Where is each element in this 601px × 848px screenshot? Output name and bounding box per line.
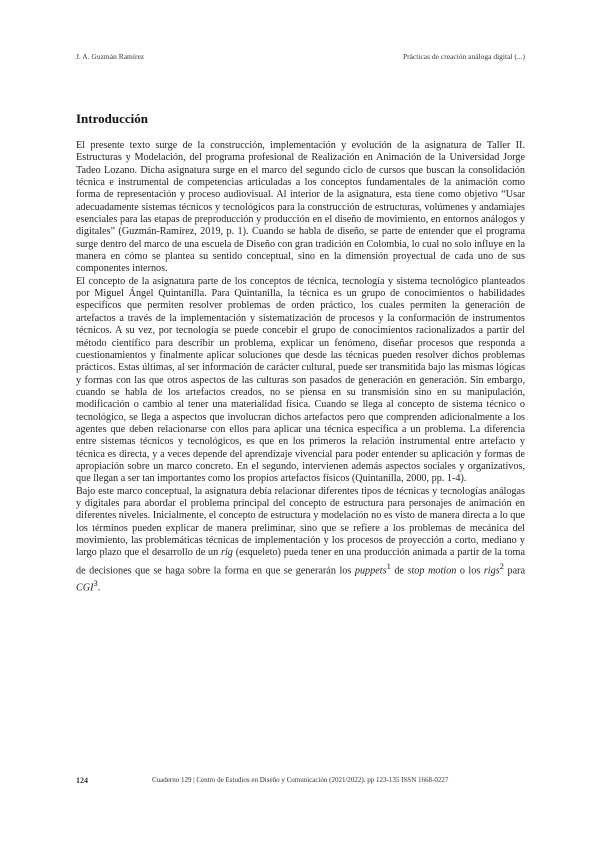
term-cgi: CGI [76,582,94,594]
term-puppets: puppets [354,565,387,577]
term-stop-motion: stop motion [407,565,457,577]
paragraph-3-text: de [390,565,408,577]
page-number: 124 [76,776,88,785]
header-author: J. A. Guzmán Ramírez [76,52,145,61]
paragraph-2-text: El concepto de la asignatura parte de los conceptos de técnica, tecnología y sistema tecnológico planteados por Miguel Ángel Quintanilla. Para Quintanilla, la técnica es un grupo de conocimientos o habilidades específicos que permiten resolver problemas de orden práctico, los cuales permiten la generación de artefactos a través de la implementación y sistematización de procesos y la conformación de instrumentos técnicos. A su vez, por tecnología se puede concebir el grupo de conocimientos racionalizados a partir del método científico para describir un problema, explicar un fenómeno, diseñar procesos que responda a cuestionamientos y finalmente aplicar soluciones que desde las técnicas pueden resolver dichos problemas prácticos. Estas últimas, al ser información de carácter cultural, puede ser transmitida bajo las mismas lógicas y formas con las que otros aspectos de las culturas son pasados de generación en generación. Sin embargo, cuando se habla de los artefactos creados, no se piensa en su transmisión sino en su manipulación, modificación o cambio al tener una materialidad física. Cuando se llega al concepto de sistema técnico o tecnológico, se llega a aspectos que involucran dichos artefactos pero que comprenden adicionalmente a los agentes que deben relacionarse con ellos para aplicar una técnica específica a un problema. La diferencia entre sistemas técnicos y tecnológicos, es que en los primeros la relación instrumental entre artefacto y técnica es directa, y a veces depende del aprendizaje vivencial para poder entender su aplicación y formas de apropiación sobre un marco concreto. En el segundo, intervienen además aspectos sociales y organizativos, que llegan a ser tan importantes como los propios artefactos físicos (Quintanilla, 2000, pp. 1-4). [76,275,525,485]
body-text [76,140,525,595]
footnote-ref-1[interactable]: 1 [386,560,391,571]
paragraph-1 [76,140,525,276]
section-title: Introducción [76,111,148,126]
paragraph-3 [76,486,525,596]
paragraph-3-text: Bajo este marco conceptual, la asignatura debía relacionar diferentes tipos de técnicas y tecnologías análogas y digitales para abordar el problema principal del concepto de estructura para personajes de animación en diferentes niveles. Inicialmente, el concepto de estructura y modelación no es visto de manera directa a lo que los términos pueden explicar de manera preliminar, sino que se refiere a los problemas de mecánica del movimiento, las problemáticas técnicas de implementación y los procesos de proyección a corto, mediano y largo plazo que el desarrollo de un [76,485,525,559]
paragraph-3-text: para [503,565,526,577]
footer-publication-info: Cuaderno 129 | Centro de Estudios en Diseño y Comunicación (2021/2022). pp 123-135 ISSN 1668-0227 [152,776,449,784]
footnote-ref-3[interactable]: 3 [93,578,98,589]
paragraph-1-text: El presente texto surge de la construcción, implementación y evolución de la asignatura de Taller II. Estructuras y Modelación, del programa profesional de Realización en Animación de la Universidad Jorge Tadeo Lozano. Dicha asignatura surge en el marco del segundo ciclo de cursos que buscan la consolidación técnica e instrumental de competencias articuladas a los conceptos fundamentales de la animación como forma de representación y proceso audiovisual. Al interior de la asignatura, esta tiene como objetivo “Usar adecuadamente sistemas técnicos y tecnológicos para la construcción de estructuras, volúmenes y andamiajes esenciales para las etapas de preproducción y producción en el diseño de movimiento, en entornos análogos y digitales” (Guzmán-Ramírez, 2019, p. 1). Cuando se habla de diseño, se parte de entender que el programa surge dentro del marco de una escuela de Diseño con gran tradición en Colombia, lo cual no solo influye en la manera en cómo se planteа su sentido conceptual, sino en la dimensión proyectual de cada uno de sus componentes internos. [76,140,525,275]
term-rig: rig [221,547,233,559]
header-running-title: Prácticas de creación análoga digital (...) [402,52,525,61]
footnote-ref-2[interactable]: 2 [499,560,504,571]
paragraph-3-text: . [97,582,101,594]
paragraph-2 [76,276,525,486]
term-rigs: rigs [483,565,500,577]
paragraph-3-text: (esqueleto) pueda tener en una producción animada a partir de la toma de decisiones que se haga sobre la forma en que se generarán los [76,547,525,577]
paragraph-3-text: o los [456,565,484,577]
